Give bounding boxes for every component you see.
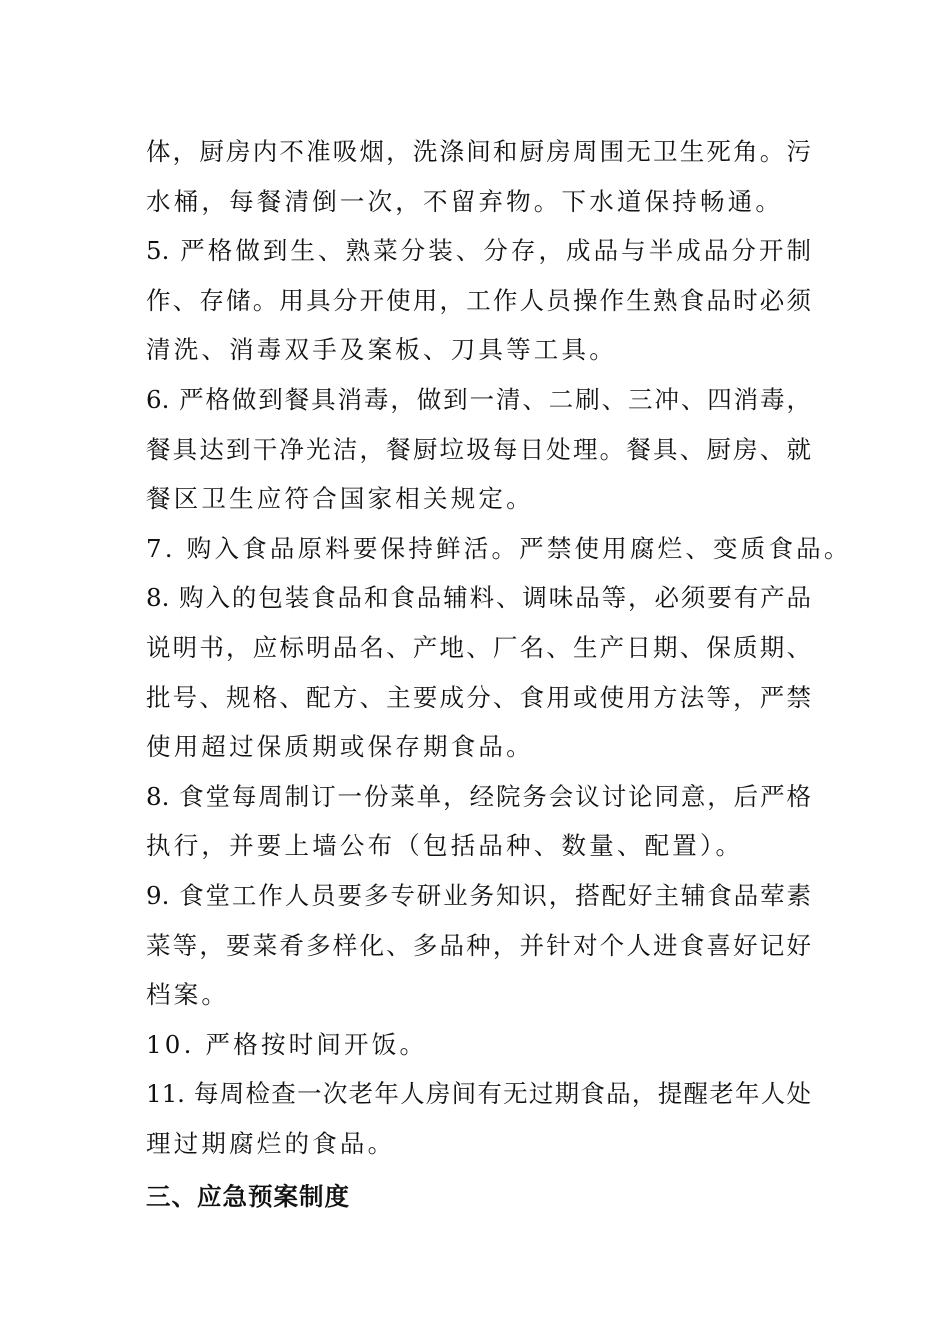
text-line: 理过期腐烂的食品。 [146,1128,396,1158]
list-item-8b: 8. 食堂每周制订一份菜单，经院务会议讨论同意，后严格 [146,781,811,811]
list-item-10: 10. 严格按时间开饭。 [146,1029,428,1059]
list-item-11: 11. 每周检查一次老年人房间有无过期食品，提醒老年人处 [146,1079,811,1109]
list-item-7: 7. 购入食品原料要保持鲜活。严禁使用腐烂、变质食品。 [146,533,852,563]
list-item-9: 9. 食堂工作人员要多专研业务知识，搭配好主辅食品荤素 [146,880,811,910]
text-line: 菜等，要菜肴多样化、多品种，并针对个人进食喜好记好 [146,930,811,960]
text-line: 清洗、消毒双手及案板、刀具等工具。 [146,335,617,365]
text-line: 餐区卫生应符合国家相关规定。 [146,484,534,514]
text-line: 作、存储。用具分开使用，工作人员操作生熟食品时必须 [146,285,811,315]
list-item-6: 6. 严格做到餐具消毒，做到一清、二刷、三冲、四消毒， [146,384,811,414]
text-line: 批号、规格、配方、主要成分、食用或使用方法等，严禁 [146,682,811,712]
text-line: 执行，并要上墙公布（包括品种、数量、配置）。 [146,831,744,861]
list-item-5: 5. 严格做到生、熟菜分装、分存，成品与半成品分开制 [146,236,811,266]
text-line: 体，厨房内不准吸烟，洗涤间和厨房周围无卫生死角。污 [146,137,811,166]
text-line: 使用超过保质期或保存期食品。 [146,732,534,762]
text-line: 说明书，应标明品名、产地、厂名、生产日期、保质期、 [146,632,811,662]
list-item-8: 8. 购入的包装食品和食品辅料、调味品等，必须要有产品 [146,583,811,613]
document-body [146,127,852,1168]
text-line: 档案。 [146,980,230,1010]
section-heading: 三、应急预案制度 [146,1182,350,1211]
text-line: 水桶，每餐清倒一次，不留弃物。下水道保持畅通。 [146,186,784,216]
text-line: 餐具达到干净光洁，餐厨垃圾每日处理。餐具、厨房、就 [146,434,811,464]
